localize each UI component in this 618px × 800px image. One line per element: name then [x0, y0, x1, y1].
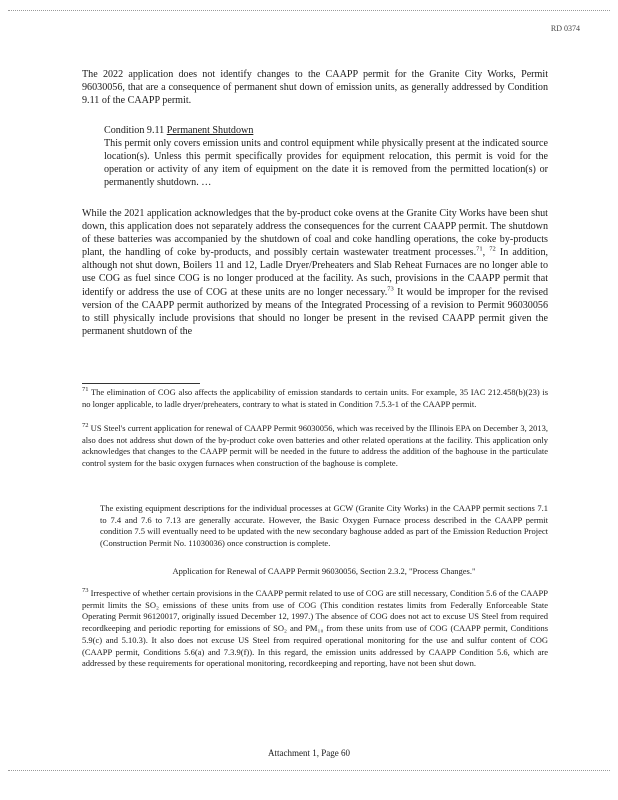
- intro-paragraph: The 2022 application does not identify changes to the CAAPP permit for the Granite City Works, Permit 96030056, that are a consequence of permanent shut down of emission units, as generally addressed by Condition 9.11 of the CAAPP permit.: [82, 69, 548, 107]
- footnote-73-number: 73: [82, 587, 89, 595]
- shutdown-text-1: While the 2021 application acknowledges that the by-product coke ovens at the Granite City Works have been shut down, this application does not separately address the consequences for the current CAAPP permit. The shutdown of these batteries was accompanied by the shutdown of coal and coke handling operations, the coke by-products plant, the handling of coke by-products, and possibly certain wastewater treatment processes.: [82, 208, 548, 259]
- scan-edge-top: [8, 10, 610, 11]
- condition-heading: Permanent Shutdown: [166, 125, 254, 136]
- page-footer: Attachment 1, Page 60: [268, 748, 350, 758]
- footnote-73: [82, 588, 548, 670]
- footnote-ref-71: 71: [476, 245, 483, 253]
- condition-title: [104, 124, 548, 137]
- condition-label: Condition 9.11: [104, 125, 165, 136]
- footnote-ref-73: 73: [387, 285, 394, 293]
- condition-quote: [104, 124, 548, 189]
- document-id: RD 0374: [550, 24, 580, 33]
- shutdown-paragraph: While the 2021 application acknowledges that the by-product coke ovens at the Granite City Works have been shut down, this application does not separately address the consequences for the current CAAPP permit. The shutdown of these batteries was accompanied by the shutdown of coal and coke handling operations, the coke by-products plant, the handling of coke by-products, and possibly certain wastewater treatment processes.$^{71}$, $^{72}$ In addition, although not shut down, Boilers 11 and 12, Ladle Dryer/Preheaters and Slab Reheat Furnaces are no longer able to use COG as fuel since COG is no longer produced at the facility. As such, provisions in the CAAPP permit that identify or address the use of COG at these units are no longer necessary.$^{73}$ It would be improper for the revised version of the CAAPP permit authorized by means of the Integrated Processing of a revision to Permit 96030056 to still physically include provisions that should no longer be present in the revised CAAPP permit given the permanent shutdown of the: [82, 208, 549, 337]
- footnote-72-quote: The existing equipment descriptions for the individual processes at GCW (Granite City Works) in the CAAPP permit sections 7.1 to 7.4 and 7.6 to 7.13 are generally accurate. However, the Basic Oxygen Furnace process described in the CAAPP permit condition 7.5 will eventually need to be updated with the new secondary baghouse added as part of the Emission Reduction Project (Construction Permit No. 11030036) once construction is complete.: [100, 503, 548, 549]
- footnote-72-text: US Steel's current application for renewal of CAAPP Permit 96030056, which was received by the Illinois EPA on December 3, 2013, also does not address shut down of the by-product coke oven batteries and other related operations at the facility. This application only acknowledges that changes to the CAAPP permit will be needed in the future to address the addition of the baghouse in the particulate control system for the basic oxygen furnaces when construction of the baghouse is complete.: [82, 423, 548, 469]
- shutdown-text-2: In addition, although not shut down, Boilers 11 and 12, Ladle Dryer/Preheaters and Slab Reheat Furnaces are no longer able to use COG as fuel since COG is no longer produced at the facility. As such, provisions in the CAAPP permit that identify or address the use of COG at these units are no longer necessary.: [82, 247, 549, 298]
- footnote-72-citation: Application for Renewal of CAAPP Permit 96030056, Section 2.3.2, "Process Changes.": [172, 566, 476, 576]
- condition-text: This permit only covers emission units and control equipment while physically present at the indicated source location(s). Unless this permit specifically provides for equipment relocation, this permit is void for the operation or activity of any item of equipment on the date it is removed from the permitted location(s) or permanently shutdown. …: [104, 138, 548, 189]
- footnote-separator: [82, 383, 200, 384]
- footnote-ref-72: 72: [489, 245, 496, 253]
- footnote-73-text: Irrespective of whether certain provisions in the CAAPP permit related to use of COG are still necessary, Condition 5.6 of the CAAPP permit limits the SO₂ emissions of these units from use of COG (This condition restates limits from Federally Enforceable State Operating Permit 96120017, originally issued December 12, 1997.) The absence of COG does not act to excuse US Steel from required recordkeeping and periodic reporting for emissions of SO₂ and PM₁₀ from these units from use of COG (CAAPP permit, Conditions 5.9(c) and 5.10.3). It also does not excuse US Steel from required operational monitoring for the use and sulfur content of COG (CAAPP permit, Conditions 5.6(a) and 7.3.9(f)). In this regard, the emission units addressed by CAAPP Condition 5.6, which are addressed by these requirements for operational monitoring, recordkeeping and reporting, have not been shut down.: [82, 588, 548, 669]
- footnote-72-number: 72: [82, 422, 89, 430]
- footnote-71-text: The elimination of COG also affects the applicability of emission standards to certain units. For example, 35 IAC 212.458(b)(23) is no longer applicable, to ladle dryer/preheaters, contrary to what is stated in Condition 7.5.3-1 of the CAAPP permit.: [82, 387, 548, 409]
- footnote-71: [82, 387, 548, 410]
- scan-edge-bottom: [8, 770, 610, 771]
- footnote-71-number: 71: [82, 386, 89, 394]
- shutdown-text-3: It would be improper for the revised version of the CAAPP permit authorized by means of the Integrated Processing of a revision to Permit 96030056 to still physically include provisions that should no longer be present in the revised CAAPP permit given the permanent shutdown of the: [82, 286, 548, 337]
- footnote-72: [82, 423, 548, 470]
